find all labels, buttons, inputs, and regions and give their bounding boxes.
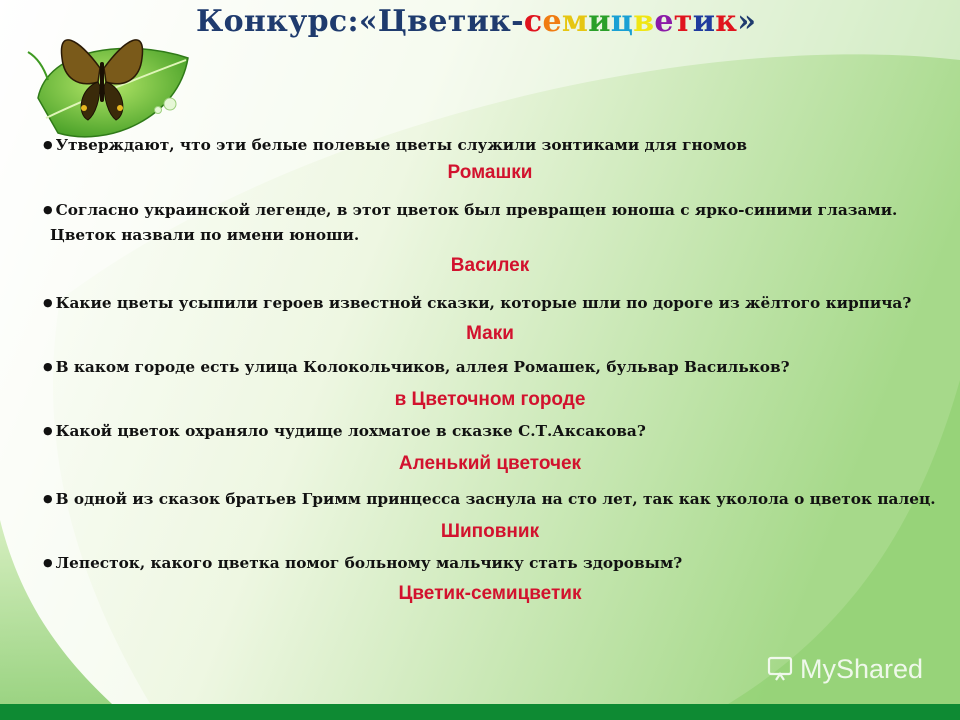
answer-5: Аленький цветочек — [398, 453, 582, 474]
butterfly-leaf-illustration — [18, 18, 198, 148]
question-5: ● Какой цветок охраняло чудище лохматое в сказке С.Т.Аксакова? — [43, 422, 646, 440]
question-4: ● В каком городе есть улица Колокольчиков, аллея Ромашек, бульвар Васильков? — [43, 358, 790, 376]
title-letter: ц — [610, 4, 634, 39]
question-3: ● Какие цветы усыпили героев известной сказки, которые шли по дороге из жёлтого кирпича? — [43, 294, 912, 312]
bullet-icon: ● — [43, 424, 53, 437]
question-2: ● Согласно украинской легенде, в этот цветок был превращен юноша с ярко-синими глазами. Цветок назвали по имени юноши. — [43, 201, 898, 244]
bullet-icon: ● — [43, 138, 53, 151]
title-letter: и — [692, 4, 716, 39]
presentation-icon — [766, 654, 796, 684]
answer-7: Цветик-семицветик — [398, 583, 582, 604]
answer-6: Шиповник — [440, 521, 540, 542]
bullet-icon: ● — [43, 492, 53, 505]
answer-1: Ромашки — [447, 162, 533, 183]
question-6: ● В одной из сказок братьев Гримм принцесса заснула на сто лет, так как уколола о цветок палец. — [43, 490, 936, 508]
title-prefix: Конкурс:«Цветик- — [196, 4, 524, 39]
page-title — [196, 4, 816, 39]
title-letter: в — [633, 4, 655, 39]
quiz-content — [40, 132, 940, 606]
title-letter: с — [523, 4, 543, 39]
answer-4: в Цветочном городе — [394, 389, 586, 410]
title-letter: е — [542, 4, 562, 39]
bullet-icon: ● — [43, 203, 53, 216]
answer-2: Василек — [450, 255, 530, 276]
bullet-icon: ● — [43, 556, 53, 569]
title-colored-word — [524, 4, 737, 39]
bullet-icon: ● — [43, 296, 53, 309]
question-1: ● Утверждают, что эти белые полевые цветы служили зонтиками для гномов — [43, 136, 747, 154]
answer-3: Маки — [466, 323, 514, 344]
title-letter: е — [654, 4, 674, 39]
bottom-bar — [0, 704, 960, 720]
bullet-icon: ● — [43, 360, 53, 373]
title-letter: к — [715, 4, 738, 39]
watermark-text: MyShared — [800, 654, 924, 684]
watermark — [766, 654, 926, 694]
title-suffix: » — [737, 4, 757, 39]
title-letter: и — [588, 4, 611, 39]
question-7: ● Лепесток, какого цветка помог больному мальчику стать здоровым? — [43, 554, 683, 572]
title-letter: м — [561, 4, 589, 39]
title-letter: т — [673, 4, 693, 39]
